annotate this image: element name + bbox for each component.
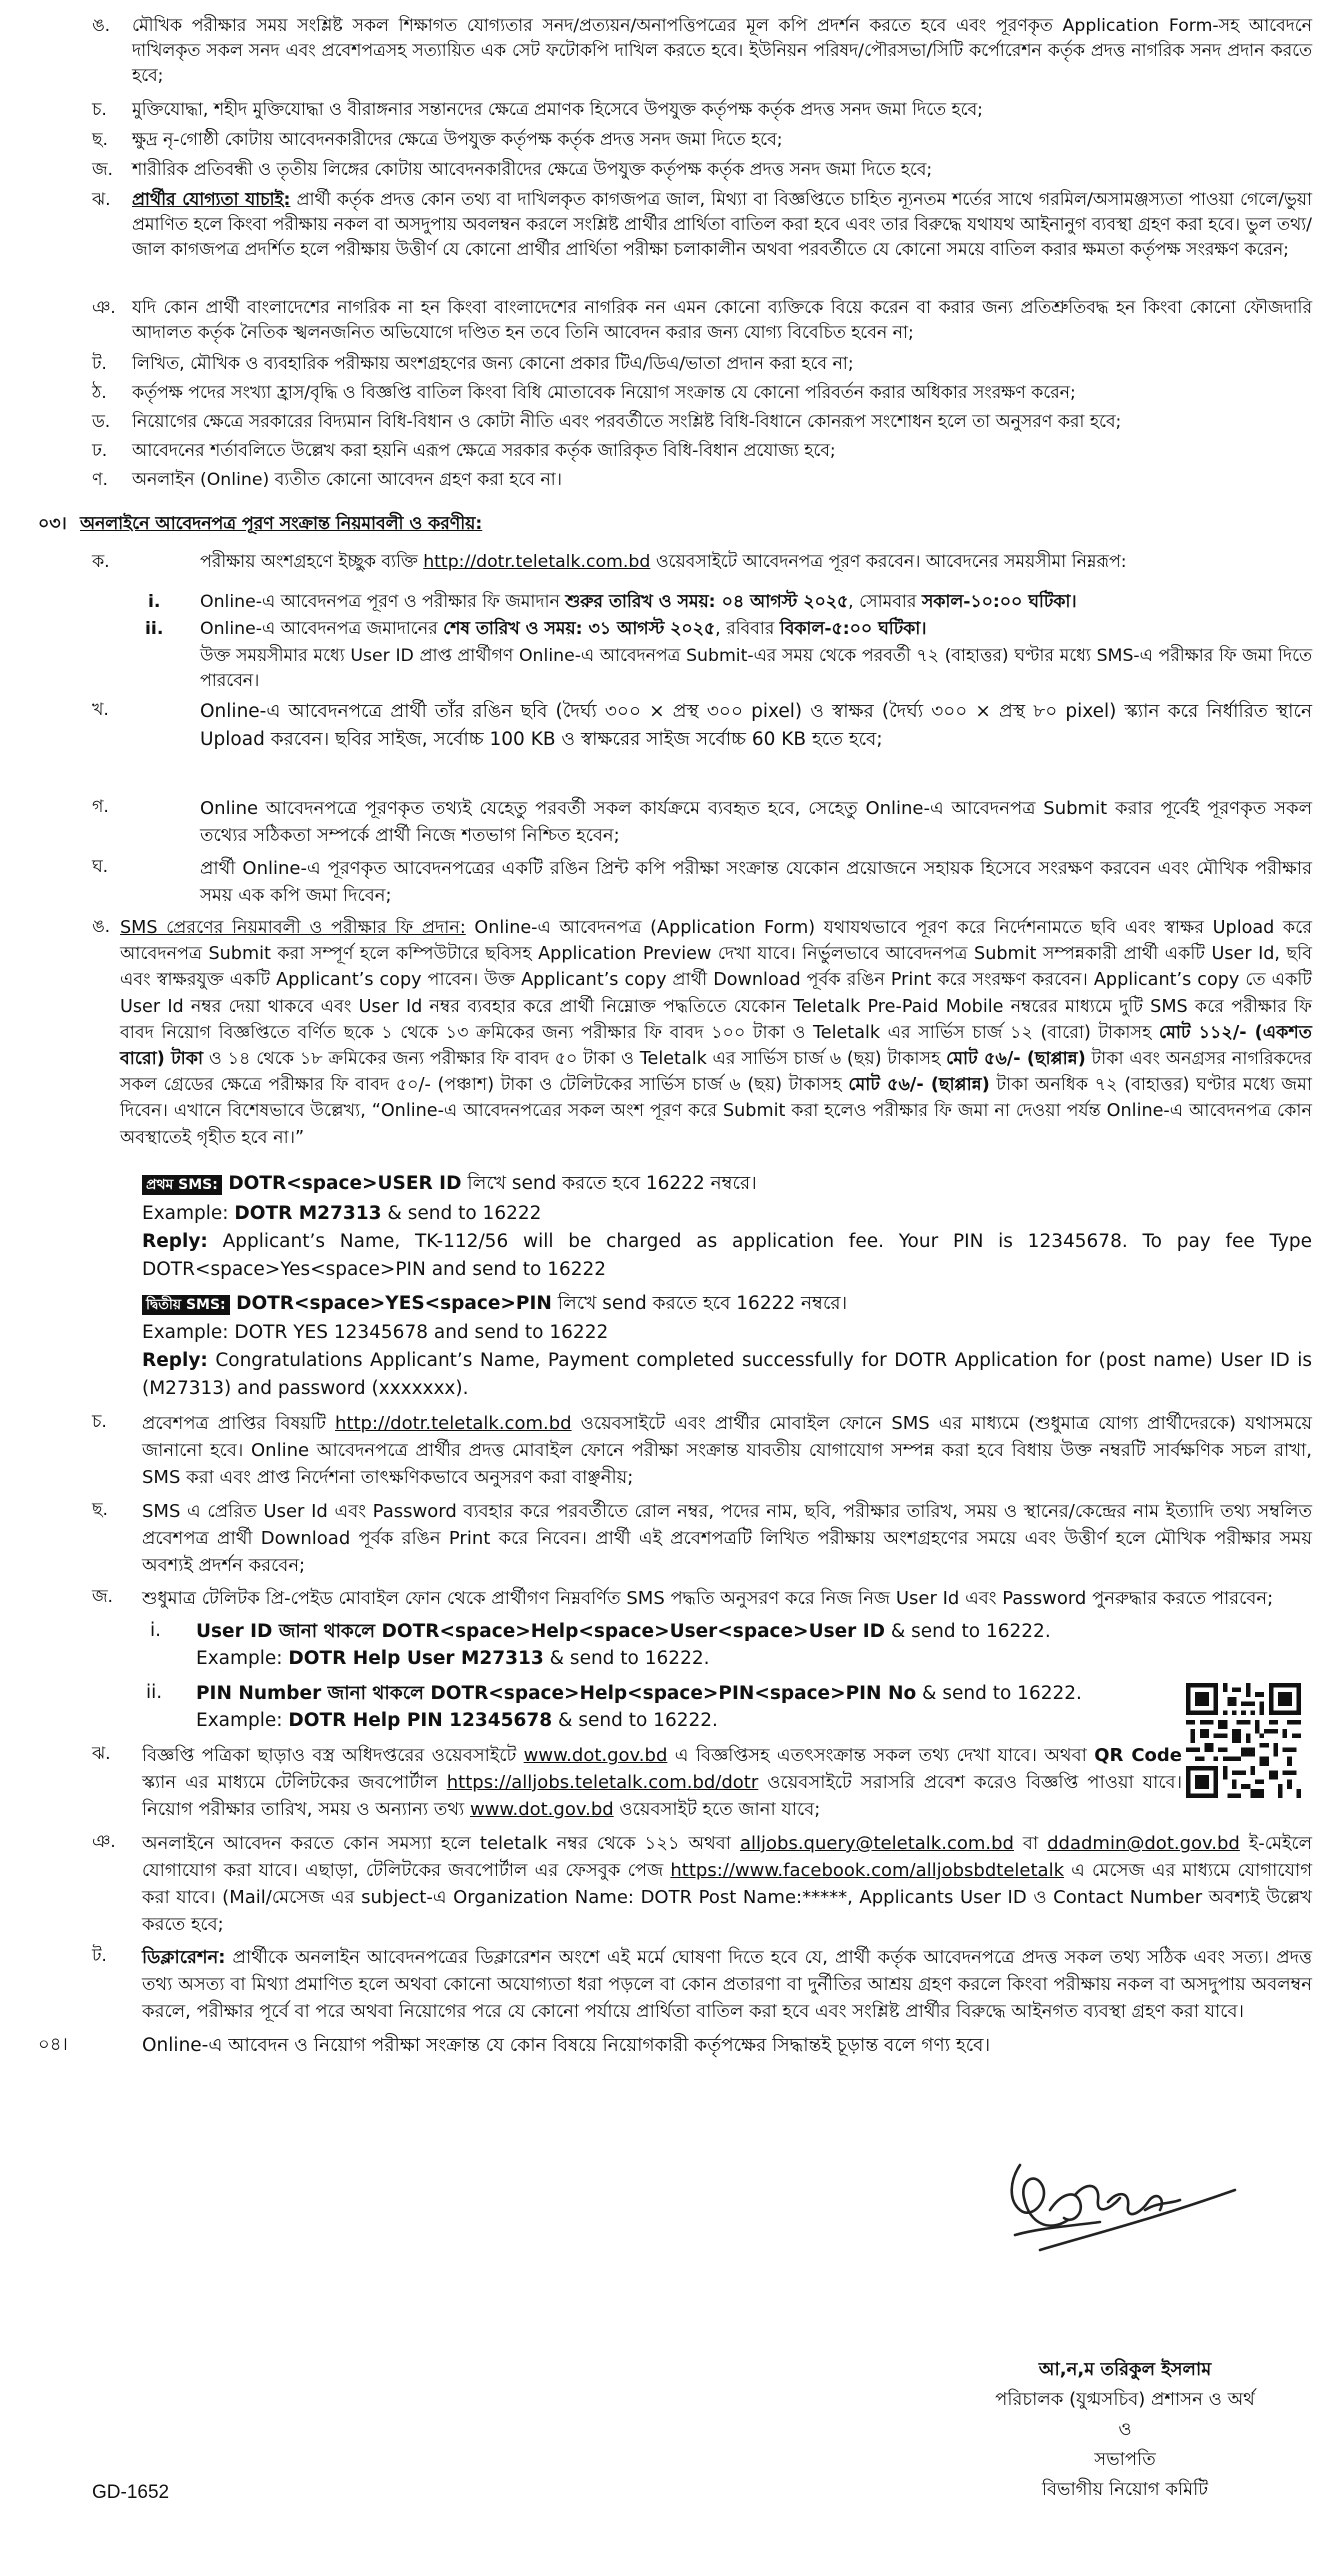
first-sms-line: প্রথম SMS: DOTR<space>USER ID লিখে send করতে হবে 16222 নম্বরে। (142, 1170, 1312, 1198)
alljobs-dotr-link[interactable]: https://alljobs.teletalk.com.bd/dotr (446, 1772, 759, 1793)
declaration-heading: ডিক্লারেশন: (142, 1947, 226, 1968)
item-label: ঙ. (92, 16, 111, 36)
signatory-role: সভাপতি (1094, 2449, 1156, 2470)
list-item: শারীরিক প্রতিবন্ধী ও তৃতীয় লিঙ্গের কোটায় আবেদনকারীদের ক্ষেত্রে উপযুক্ত কর্তৃপক্ষ কর্তৃক প্রদত্ত সনদ জমা দিতে হবে; (132, 160, 933, 180)
list-item: প্রার্থী Online-এ পূরণকৃত আবেদনপত্রের একটি রঙিন প্রিন্ট কপি পরীক্ষা সংক্রান্ত যেকোন প্রয়োজনে সহায়ক হিসেবে সংরক্ষণ করবেন এবং মৌখিক পরীক্ষার সময় এক কপি জমা দিবেন; (200, 858, 1312, 906)
item-label: জ. (92, 1587, 113, 1607)
second-sms-line: দ্বিতীয় SMS: DOTR<space>YES<space>PIN লিখে send করতে হবে 16222 নম্বরে। (142, 1290, 1312, 1318)
first-sms-example: Example: DOTR M27313 & send to 16222 (142, 1203, 542, 1224)
teletalk-link[interactable]: http://dotr.teletalk.com.bd (423, 552, 651, 572)
section-number: ০৪। (38, 2034, 68, 2055)
list-item: শুধুমাত্র টেলিটক প্রি-পেইড মোবাইল ফোন থেকে প্রার্থীগণ নিম্নবর্ণিত SMS পদ্ধতি অনুসরণ করে নিজ নিজ User Id এবং Password পুনরুদ্ধার করতে পারবেন; (142, 1588, 1274, 1609)
signatory-block (960, 2355, 1290, 2505)
handwritten-signature (980, 2140, 1250, 2290)
sms-rules-heading: SMS প্রেরণের নিয়মাবলী ও পরীক্ষার ফি প্রদান: (120, 918, 466, 938)
list-item: পরীক্ষায় অংশগ্রহণে ইচ্ছুক ব্যক্তি http://dotr.teletalk.com.bd ওয়েবসাইটে আবেদনপত্র পূরণ করবেন। আবেদনের সময়সীমা নিম্নরূপ: (200, 552, 1127, 572)
subitem-label: ii. (145, 619, 164, 639)
first-sms-reply: Reply: Applicant’s Name, TK-112/56 will be charged as application fee. Your PIN is 12345678. To pay fee Type DOTR<space>Yes<space>PIN and send to 16222 (142, 1231, 1312, 1280)
item-label: ট. (92, 354, 107, 374)
subitem-label: ii. (146, 1682, 163, 1703)
declaration-paragraph: ডিক্লারেশন: প্রার্থীকে অনলাইন আবেদনপত্রের ডিক্লারেশন অংশে এই মর্মে ঘোষণা দিতে হবে যে, প্রার্থী কর্তৃক আবেদনপত্রে প্রদত্ত সকল তথ্য সঠিক এবং সত্য। প্রদত্ত তথ্য অসত্য বা মিথ্যা প্রমাণিত হলে অথবা কোনো অযোগ্যতা ধরা পড়লে বা কোন প্রতারণা বা দুর্নীতির আশ্রয় গ্রহণ করলে কিংবা পরীক্ষায় নকল বা অসদুপায় অবলম্বন করলে, পরীক্ষার পূর্বে বা পরে অথবা নিয়োগের পরে যে কোনো পর্যায়ে প্রার্থিতা বাতিল করা হবে এবং সংশ্লিষ্ট প্রার্থীর বিরুদ্ধে আইনগত ব্যবস্থা গ্রহণ করা যাবে। (142, 1947, 1312, 2022)
alljobs-email-link[interactable]: alljobs.query@teletalk.com.bd (739, 1833, 1014, 1854)
section-four-text: Online-এ আবেদন ও নিয়োগ পরীক্ষা সংক্রান্ত যে কোন বিষয়ে নিয়োগকারী কর্তৃপক্ষের সিদ্ধান্তই চূড়ান্ত বলে গণ্য হবে। (142, 2035, 991, 2056)
list-item: অনলাইন (Online) ব্যতীত কোনো আবেদন গ্রহণ করা হবে না। (132, 470, 562, 490)
item-label: চ. (92, 1412, 107, 1432)
item-label: খ. (92, 700, 109, 720)
verification-heading: প্রার্থীর যোগ্যতা যাচাই: (132, 190, 291, 210)
item-label: ঢ. (92, 441, 108, 461)
item-label: ণ. (92, 470, 108, 490)
item-label: জ. (92, 160, 113, 180)
list-item: মৌখিক পরীক্ষার সময় সংশ্লিষ্ট সকল শিক্ষাগত যোগ্যতার সনদ/প্রত্যয়ন/অনাপত্তিপত্রের মূল কপি প্রদর্শন করতে হবে এবং পূরণকৃত Application Form-সহ আবেদনে দাখিলকৃত সকল সনদ এবং প্রবেশপত্রসহ সত্যায়িত এক সেট ফটোকপি দাখিল করতে হবে। ইউনিয়ন পরিষদ/পৌরসভা/সিটি কর্পোরেশন কর্তৃক প্রদত্ত নাগরিক সনদ প্রদান করতে হবে; (132, 16, 1312, 86)
start-date-line: Online-এ আবেদনপত্র পূরণ ও পরীক্ষার ফি জমাদান শুরুর তারিখ ও সময়: ০৪ আগস্ট ২০২৫, সোমবার সকাল-১০:০০ ঘটিকা। (200, 592, 1077, 612)
list-item: Online আবেদনপত্রে পূরণকৃত তথ্যই যেহেতু পরবর্তী সকল কার্যক্রমে ব্যবহৃত হবে, সেহেতু Online-এ আবেদনপত্র Submit করার পূর্বেই পূরণকৃত সকল তথ্যের সঠিকতা সম্পর্কে প্রার্থী নিজে শতভাগ নিশ্চিত হবেন; (200, 798, 1312, 846)
list-item: কর্তৃপক্ষ পদের সংখ্যা হ্রাস/বৃদ্ধি ও বিজ্ঞপ্তি বাতিল কিংবা বিধি মোতাবেক নিয়োগ সংক্রান্ত যে কোনো পরিবর্তন করার অধিকার সংরক্ষণ করেন; (132, 383, 1076, 403)
item-label: চ. (92, 100, 107, 120)
subitem-label: i. (148, 592, 161, 612)
item-label: ছ. (92, 1500, 108, 1520)
list-item: অনলাইনে আবেদন করতে কোন সমস্যা হলে teletalk নম্বর থেকে ১২১ অথবা alljobs.query@teletalk.com.bd বা ddadmin@dot.gov.bd ই-মেইলে যোগাযোগ করা যাবে। এছাড়া, টেলিটকের জবপোর্টাল এর ফেসবুক পেজ https://www.facebook.com/alljobsbdteletalk এ মেসেজ এর মাধ্যমে যোগাযোগ করা যাবে। (Mail/মেসেজ এর subject-এ Organization Name: DOTR Post Name:*****, Applicants User ID ও Contact Number অবশ্যই উল্লেখ করতে হবে; (142, 1833, 1312, 1935)
item-label: ঘ. (92, 857, 109, 877)
dot-gov-link-2[interactable]: www.dot.gov.bd (469, 1799, 614, 1820)
list-item: Online-এ আবেদনপত্রে প্রার্থী তাঁর রঙিন ছবি (দৈর্ঘ্য ৩০০ × প্রস্থ ৩০০ pixel) ও স্বাক্ষর (দৈর্ঘ্য ৩০০ × প্রস্থ ৮০ pixel) স্ক্যান করে নির্ধারিত স্থানে Upload করবেন। ছবির সাইজ, সর্বোচ্চ 100 KB ও স্বাক্ষরের সাইজ সর্বোচ্চ 60 KB হতে হবে; (200, 701, 1312, 750)
item-label: ঞ. (92, 298, 116, 318)
list-item: মুক্তিযোদ্ধা, শহীদ মুক্তিযোদ্ধা ও বীরাঙ্গনার সন্তানদের ক্ষেত্রে প্রমাণক হিসেবে উপযুক্ত কর্তৃপক্ষ কর্তৃক প্রদত্ত সনদ জমা দিতে হবে; (132, 100, 983, 120)
list-item: ক্ষুদ্র নৃ-গোষ্ঠী কোটায় আবেদনকারীদের ক্ষেত্রে উপযুক্ত কর্তৃপক্ষ কর্তৃক প্রদত্ত সনদ জমা দিতে হবে; (132, 130, 783, 150)
item-label: ঝ. (92, 1744, 111, 1764)
list-item: আবেদনের শর্তাবলিতে উল্লেখ করা হয়নি এরূপ ক্ষেত্রে সরকার কর্তৃক জারিকৃত বিধি-বিধান প্রযোজ্য হবে; (132, 441, 836, 461)
recover-pin-line: PIN Number জানা থাকলে DOTR<space>Help<space>PIN<space>PIN No & send to 16222. (196, 1683, 1082, 1704)
signatory-conjunction: ও (1118, 2419, 1132, 2440)
item-label: ঞ. (92, 1832, 116, 1852)
item-label: ঙ. (92, 917, 111, 937)
item-label: ক. (92, 552, 110, 572)
signatory-name: আ,ন,ম তরিকুল ইসলাম (1038, 2359, 1212, 2380)
end-date-line: Online-এ আবেদনপত্র জমাদানের শেষ তারিখ ও সময়: ৩১ আগস্ট ২০২৫, রবিবার বিকাল-৫:০০ ঘটিকা। (200, 619, 927, 639)
list-item: SMS এ প্রেরিত User Id এবং Password ব্যবহার করে পরবর্তীতে রোল নম্বর, পদের নাম, ছবি, পরীক্ষার তারিখ, সময় ও স্থানের/কেন্দ্রের নাম ইত্যাদি তথ্য সম্বলিত প্রবেশপত্র প্রার্থী Download পূর্বক রঙিন Print করে নিবেন। প্রার্থী এই প্রবেশপত্রটি লিখিত পরীক্ষায় অংশগ্রহণের সময়ে এবং উত্তীর্ণ হলে মৌখিক পরীক্ষার সময় অবশ্যই প্রদর্শন করবেন; (142, 1501, 1312, 1576)
second-sms-reply: Reply: Congratulations Applicant’s Name, Payment completed successfully for DOTR Application for (post name) User ID is (M27313) and password (xxxxxxx). (142, 1350, 1312, 1399)
item-label: ঝ. (92, 190, 111, 210)
list-item: যদি কোন প্রার্থী বাংলাদেশের নাগরিক না হন কিংবা বাংলাদেশের নাগরিক নন এমন কোনো ব্যক্তিকে বিয়ে করেন বা করার জন্য প্রতিশ্রুতিবদ্ধ হন কিংবা কোনো ফৌজদারি আদালত কর্তৃক নৈতিক স্খলনজনিত অভিযোগে দণ্ডিত হন তবে তিনি আবেদন করার জন্য যোগ্য বিবেচিত হবেন না; (132, 298, 1312, 343)
recover-userid-example: Example: DOTR Help User M27313 & send to 16222. (196, 1648, 710, 1669)
first-sms-badge: প্রথম SMS: (142, 1175, 222, 1195)
second-sms-example: Example: DOTR YES 12345678 and send to 16222 (142, 1322, 609, 1343)
list-item: প্রার্থীর যোগ্যতা যাচাই: প্রার্থী কর্তৃক প্রদত্ত কোন তথ্য বা দাখিলকৃত কাগজপত্র জাল, মিথ্যা বা বিজ্ঞপ্তিতে চাহিত ন্যূনতম শর্তের সাথে গরমিল/অসামঞ্জস্যতা পাওয়া গেলে/ভুয়া প্রমাণিত হলে কিংবা পরীক্ষায় নকল বা অসদুপায় অবলম্বন করলে সংশ্লিষ্ট প্রার্থীর প্রার্থিতা বাতিল করা হবে এবং তার বিরুদ্ধে যথাযথ আইনানুগ ব্যবস্থা গ্রহণ করা হবে। ভুল তথ্য/জাল কাগজপত্র প্রদর্শিত হলে পরীক্ষায় উত্তীর্ণ যে কোনো প্রার্থীর প্রার্থিতা পরীক্ষা চলাকালীন অথবা পরবর্তীতে যে কোনো সময়ে বাতিল করার ক্ষমতা কর্তৃপক্ষ সংরক্ষণ করেন; (132, 190, 1312, 260)
item-label: ট. (92, 1946, 107, 1966)
item-label: গ. (92, 797, 109, 817)
ddadmin-email-link[interactable]: ddadmin@dot.gov.bd (1047, 1833, 1240, 1854)
item-label: ছ. (92, 130, 108, 150)
recover-pin-example: Example: DOTR Help PIN 12345678 & send to 16222. (196, 1710, 718, 1731)
item-label: ড. (92, 412, 111, 432)
dot-gov-link[interactable]: www.dot.gov.bd (523, 1745, 668, 1766)
sms-rules-paragraph: SMS প্রেরণের নিয়মাবলী ও পরীক্ষার ফি প্রদান: Online-এ আবেদনপত্র (Application Form) যথাযথভাবে পূরণ করে নির্দেশনামতে ছবি এবং স্বাক্ষর Upload করে আবেদনপত্র Submit করা সম্পূর্ণ হলে কম্পিউটারে ছবিসহ Application Preview দেখা যাবে। নির্ভুলভাবে আবেদনপত্র Submit সম্পন্নকারী প্রার্থী একটি User Id, ছবি এবং স্বাক্ষরযুক্ত একটি Applicant’s copy পাবেন। উক্ত Applicant’s copy প্রার্থী Download পূর্বক রঙিন Print করে সংরক্ষণ করবেন। Applicant’s copy তে একটি User Id নম্বর দেয়া থাকবে এবং User Id নম্বর ব্যবহার করে প্রার্থী নিম্নোক্ত পদ্ধতিতে যেকোন Teletalk Pre-Paid Mobile নম্বরের মাধ্যমে দুটি SMS করে পরীক্ষার ফি বাবদ নিয়োগ বিজ্ঞপ্তিতে বর্ণিত ছকে ১ থেকে ১৩ ক্রমিকের জন্য পরীক্ষার ফি বাবদ ১০০ টাকা ও Teletalk এর সার্ভিস চার্জ ১২ (বারো) টাকাসহ মোট ১১২/- (একশত বারো) টাকা ও ১৪ থেকে ১৮ ক্রমিকের জন্য পরীক্ষার ফি বাবদ ৫০ টাকা ও Teletalk এর সার্ভিস চার্জ ৬ (ছয়) টাকাসহ মোট ৫৬/- (ছাপ্পান্ন) টাকা এবং অনগ্রসর নাগরিকদের সকল গ্রেডের ক্ষেত্রে পরীক্ষার ফি বাবদ ৫০/- (পঞ্চাশ) টাকা ও টেলিটকের সার্ভিস চার্জ ৬ (ছয়) টাকাসহ মোট ৫৬/- (ছাপ্পান্ন) টাকা অনধিক ৭২ (বাহাত্তর) ঘণ্টার মধ্যে জমা দিবেন। এখানে বিশেষভাবে উল্লেখ্য, “Online-এ আবেদনপত্রের সকল অংশ পূরণ করে Submit করা হলেও পরীক্ষার ফি জমা না দেওয়া পর্যন্ত Online-এ আবেদনপত্র কোন অবস্থাতেই গৃহীত হবে না।” (120, 918, 1312, 1148)
list-item: নিয়োগের ক্ষেত্রে সরকারের বিদ্যমান বিধি-বিধান ও কোটা নীতি এবং পরবর্তীতে সংশ্লিষ্ট বিধি-বিধানে কোনরূপ সংশোধন হলে তা অনুসরণ করা হবে; (132, 412, 1122, 432)
section-heading: অনলাইনে আবেদনপত্র পূরণ সংক্রান্ত নিয়মাবলী ও করণীয়: (80, 514, 483, 534)
qr-code-icon[interactable] (1186, 1683, 1301, 1798)
section-number: ০৩। (38, 514, 67, 534)
signatory-committee: বিভাগীয় নিয়োগ কমিটি (1041, 2479, 1209, 2500)
document-code: GD-1652 (92, 2482, 170, 2503)
recover-userid-line: User ID জানা থাকলে DOTR<space>Help<space>User<space>User ID & send to 16222. (196, 1621, 1051, 1642)
signatory-designation: পরিচালক (যুগ্মসচিব) প্রশাসন ও অর্থ (995, 2389, 1255, 2410)
facebook-page-link[interactable]: https://www.facebook.com/alljobsbdteletalk (670, 1860, 1064, 1881)
dotr-teletalk-link[interactable]: http://dotr.teletalk.com.bd (335, 1413, 572, 1434)
list-item: প্রবেশপত্র প্রাপ্তির বিষয়টি http://dotr.teletalk.com.bd ওয়েবসাইটে এবং প্রার্থীর মোবাইল ফোনে SMS এর মাধ্যমে (শুধুমাত্র যোগ্য প্রার্থীদেরকে) যথাসময়ে জানানো হবে। Online আবেদনপত্রে প্রার্থীর প্রদত্ত মোবাইল ফোনে পরীক্ষা সংক্রান্ত যাবতীয় যোগাযোগ সম্পন্ন করা হবে বিধায় উক্ত নম্বরটি সার্বক্ষণিক সচল রাখা, SMS করা এবং প্রাপ্ত নির্দেশনা তাৎক্ষণিকভাবে অনুসরণ করা বাঞ্ছনীয়; (142, 1413, 1312, 1488)
item-label: ঠ. (92, 383, 107, 403)
deadline-note: উক্ত সময়সীমার মধ্যে User ID প্রাপ্ত প্রার্থীগণ Online-এ আবেদনপত্র Submit-এর সময় থেকে পরবর্তী ৭২ (বাহাত্তর) ঘণ্টার মধ্যে SMS-এ পরীক্ষার ফি জমা দিতে পারবেন। (200, 646, 1312, 691)
list-item: লিখিত, মৌখিক ও ব্যবহারিক পরীক্ষায় অংশগ্রহণের জন্য কোনো প্রকার টিএ/ডিএ/ভাতা প্রদান করা হবে না; (132, 354, 854, 374)
subitem-label: i. (150, 1620, 162, 1641)
list-item: বিজ্ঞপ্তি পত্রিকা ছাড়াও বস্ত্র অধিদপ্তরের ওয়েবসাইটে www.dot.gov.bd এ বিজ্ঞপ্তিসহ এতৎসংক্রান্ত সকল তথ্য দেখা যাবে। অথবা QR Code স্ক্যান এর মাধ্যমে টেলিটকের জবপোর্টাল https://alljobs.teletalk.com.bd/dotr ওয়েবসাইটে সরাসরি প্রবেশ করেও বিজ্ঞপ্তি পাওয়া যাবে। নিয়োগ পরীক্ষার তারিখ, সময় ও অন্যান্য তথ্য www.dot.gov.bd ওয়েবসাইট হতে জানা যাবে; (142, 1745, 1183, 1820)
second-sms-badge: দ্বিতীয় SMS: (142, 1295, 230, 1315)
